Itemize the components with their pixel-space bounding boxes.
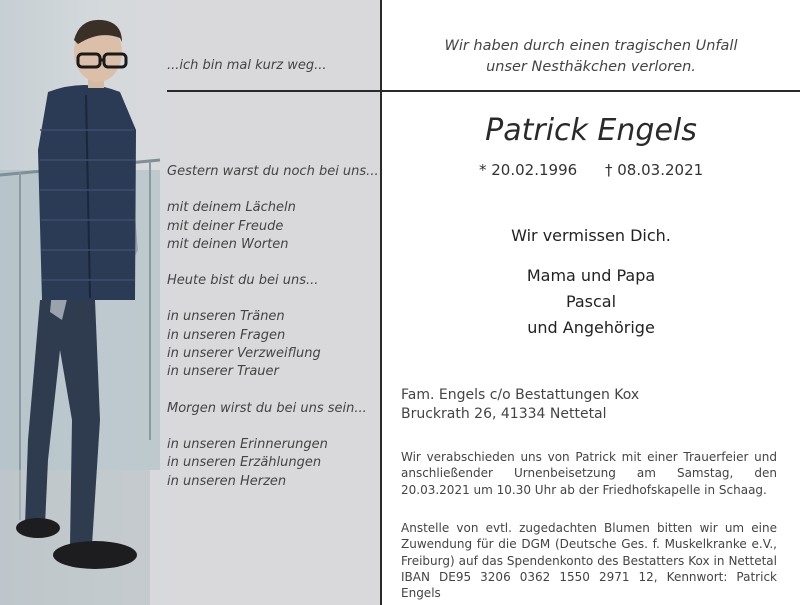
- right-heading: [382, 36, 800, 78]
- poem-line: in unseren Erinnerungen: [167, 436, 328, 452]
- right-heading-line: unser Nesthäkchen verloren.: [486, 59, 696, 75]
- poem: [167, 163, 379, 509]
- birth-date: * 20.02.1996: [479, 161, 578, 179]
- poem-line: in unseren Fragen: [167, 327, 286, 343]
- right-heading-rule: [382, 90, 800, 92]
- portrait-illustration: [0, 0, 170, 605]
- left-heading: ...ich bin mal kurz weg...: [167, 58, 327, 73]
- death-date: † 08.03.2021: [605, 161, 704, 179]
- poem-line: Morgen wirst du bei uns sein...: [167, 400, 367, 416]
- right-heading-line: Wir haben durch einen tragischen Unfall: [444, 38, 738, 54]
- poem-line: in unseren Herzen: [167, 473, 287, 489]
- mourner-line: und Angehörige: [527, 318, 655, 337]
- mourner-line: Pascal: [565, 292, 617, 311]
- poem-line: in unserer Verzweiflung: [167, 346, 321, 362]
- donation-paragraph: Anstelle von evtl. zugedachten Blumen bitten wir um eine Zuwendung für die DGM (Deutsche Ges. f. Muskelkranke e.V., Freiburg) auf das Spendenkonto des Bestatters Kox in Nettetal IBAN DE95 3206 0362 1550 2971 12, Kennwort: Patrick Engels: [401, 521, 777, 601]
- poem-stanza: [167, 400, 379, 418]
- miss-you-line: Wir vermissen Dich.: [511, 226, 671, 245]
- portrait-photo: [0, 0, 170, 605]
- poem-stanza: [167, 308, 379, 381]
- poem-stanza: [167, 436, 379, 491]
- contact-address: [401, 386, 639, 424]
- poem-stanza: [167, 199, 379, 254]
- mourners: [382, 263, 800, 341]
- mourner-line: Mama und Papa: [526, 266, 656, 285]
- poem-line: mit deinem Lächeln: [167, 200, 296, 216]
- poem-line: mit deiner Freude: [167, 218, 284, 234]
- address-line: Bruckrath 26, 41334 Nettetal: [401, 406, 607, 422]
- poem-line: in unserer Trauer: [167, 364, 279, 380]
- poem-line: Heute bist du bei uns...: [167, 273, 319, 289]
- address-line: Fam. Engels c/o Bestattungen Kox: [401, 387, 640, 403]
- ceremony-paragraph: Wir verabschieden uns von Patrick mit einer Trauerfeier und anschließender Urnenbeisetzung am Samstag, den 20.03.2021 um 10.30 Uhr ab der Friedhofskapelle in Schaag.: [401, 450, 777, 497]
- poem-stanza: [167, 272, 379, 290]
- poem-stanza: [167, 163, 379, 181]
- poem-line: in unseren Erzählungen: [167, 455, 322, 471]
- poem-line: mit deinen Worten: [167, 236, 289, 252]
- poem-line: in unseren Tränen: [167, 309, 285, 325]
- poem-line: Gestern warst du noch bei uns...: [167, 164, 379, 179]
- deceased-name: Patrick Engels: [485, 113, 697, 148]
- left-heading-rule: [167, 90, 380, 92]
